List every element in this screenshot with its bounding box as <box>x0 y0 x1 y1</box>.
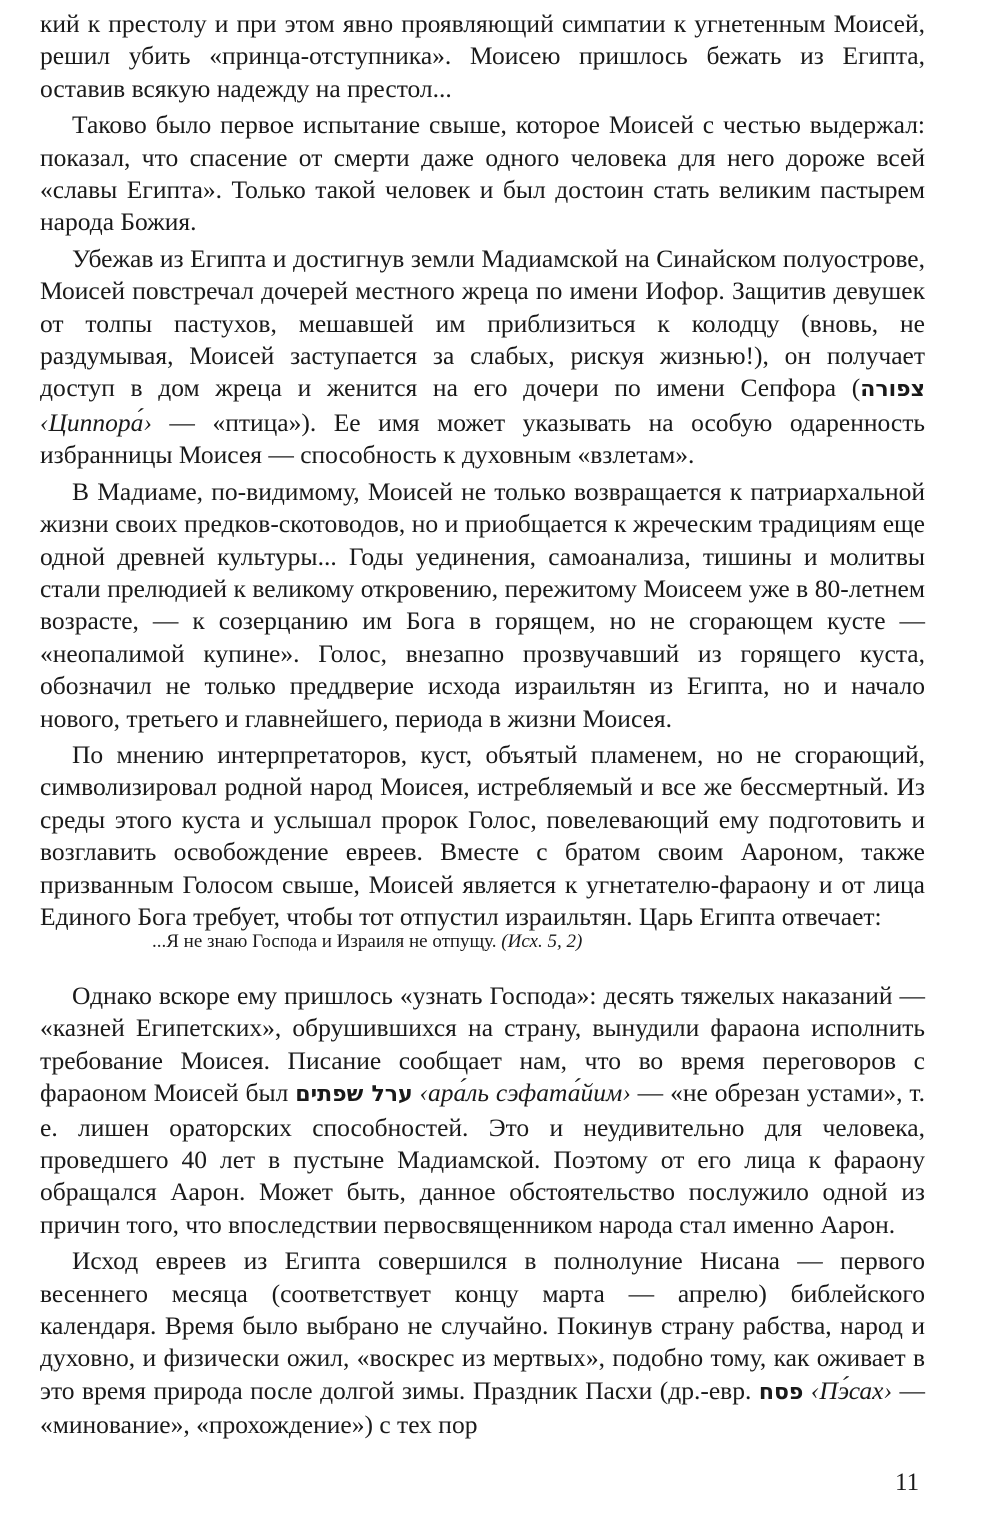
transliteration-aral-sefatayim: ‹ара́ль сэфата́йим› <box>419 1078 631 1108</box>
paragraph-4: В Мадиаме, по-видимому, Моисей не только возвращается к патриархальной жизни своих предков-скотоводов, но и приобщается к жреческим традициям еще одной древней культуры... Годы уединения, самоанализа, тишины и молитвы стали прелюдией к великому откровению, пережитому Моисеем уже в 80-летнем возрасте, — к созерцанию им Бога в горящем, но не сгорающем кусте — «неопалимой купине». Голос, внезапно прозвучавший из горящего куста, обозначил не только преддверие исхода израильтян из Египта, но и начало нового, третьего и главнейшего, периода в жизни Моисея. <box>40 476 925 733</box>
paragraph-3 <box>40 243 925 472</box>
paragraph-7-text-start: Исход евреев из Египта совершился в полнолуние Нисана — первого весеннего месяца (соответствует концу марта — апрелю) библейского календаря. Время было выбрано не случайно. Покинув страну рабства, народ и духовно, и физически ожил, «воскрес из мертвых», подобно тому, как оживает в это время природа после долгой зимы. Праздник Пасхи (др.-евр. <box>40 1246 925 1405</box>
paragraph-3-text-end: — «птица»). Ее имя может указывать на особую одаренность избранницы Моисея — способность к духовным «взлетам». <box>40 407 925 470</box>
scripture-quote <box>152 929 912 955</box>
paragraph-6-text-end: — «не обрезан устами», т. е. лишен ораторских способностей. Это и неудивительно для человека, проведшего 40 лет в пустыне Мадиамской. Поэтому от его лица к фараону обращался Аарон. Может быть, данное обстоятельство послужило одной из причин того, что впоследствии первосвященником народа стал именно Аарон. <box>40 1078 925 1239</box>
paragraph-6-text-start: Однако вскоре ему пришлось «узнать Господа»: десять тяжелых наказаний — «казней Египетских», обрушившихся на страну, вынудили фараона исполнить требование Моисея. Писание сообщает нам, что во время переговоров с фараоном Моисей был <box>40 981 925 1108</box>
paragraph-7-text-end: — «минование», «прохождение») с тех пор <box>40 1375 925 1440</box>
paragraph-5: По мнению интерпретаторов, куст, объятый пламенем, но не сгорающий, символизировал родной народ Моисея, истребляемый и все же бессмертный. Из среды этого куста и услышал пророк Голос, повелевающий ему подготовить и возглавить освобождение евреев. Вместе с братом своим Аароном, также призванным Голосом свыше, Моисей является к угнетателю-фараону и от лица Единого Бога требует, чтобы тот отпустил израильтян. Царь Египта отвечает: <box>40 739 925 931</box>
paragraph-1: кий к престолу и при этом явно проявляющий симпатии к угнетенным Моисей, решил убить «принца-отступника». Моисею пришлось бежать из Египта, оставив всякую надежду на престол... <box>40 9 925 103</box>
paragraph-2: Таково было первое испытание свыше, которое Моисей с честью выдержал: показал, что спасение от смерти даже одного человека для него дороже всей «славы Египта». Только такой человек и был достоин стать великим пастырем народа Божия. <box>40 110 925 237</box>
lower-text-block <box>40 980 925 1446</box>
quote-text: ...Я не знаю Господа и Израиля не отпущу. <box>152 931 497 952</box>
hebrew-phrase-aral-sefatayim: ערל שפתים <box>295 1082 413 1108</box>
paragraph-7 <box>40 1245 925 1441</box>
hebrew-word-tsippora: צפורה <box>860 377 925 403</box>
quote-reference: (Исх. 5, 2) <box>501 931 583 952</box>
transliteration-tsippora: ‹Циппора́› <box>40 407 152 437</box>
paragraph-6 <box>40 980 925 1241</box>
hebrew-word-pesach: פסח <box>758 1379 804 1405</box>
upper-text-block <box>40 8 925 937</box>
paragraph-3-text-start: Убежав из Египта и достигнув земли Мадиамской на Синайском полуострове, Моисей повстречал дочерей местного жреца по имени Иофор. Защитив девушек от толпы пастухов, мешавшей им приблизиться к колодцу (вновь, не раздумывая, Моисей заступается за слабых, рискуя жизнью!), он получает доступ в дом жреца и женится на его дочери по имени Сепфора ( <box>40 243 925 403</box>
transliteration-pesach: ‹Пэ́сах› <box>810 1375 892 1405</box>
page-number: 11 <box>895 1469 920 1496</box>
